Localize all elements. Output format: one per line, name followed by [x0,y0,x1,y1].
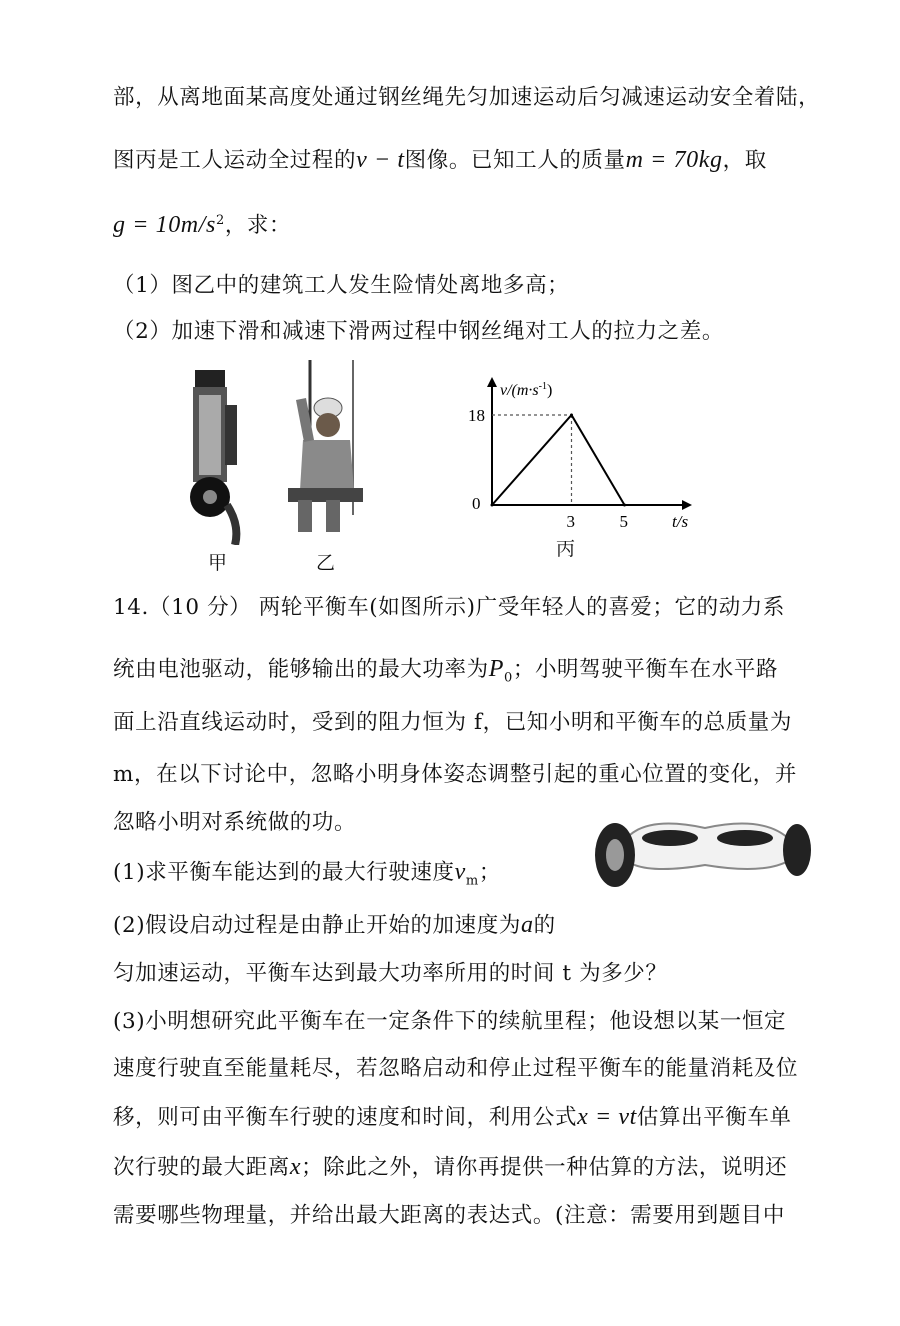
hoverboard-wheel-right [783,824,811,876]
q14-line-11 [113,1100,792,1131]
mass-value: m = 70kg [625,147,723,173]
hoverboard-hub-left [606,839,624,871]
velocity-series-line [492,415,625,505]
label-jia: 甲 [208,552,228,574]
device-label [199,395,221,475]
q13-part-1: （1）图乙中的建筑工人发生险情处离地多高； [113,273,570,298]
y-axis-label: $v/(m\cdot s^{-1})$ [500,381,553,399]
vm-subscript: m [465,873,479,889]
q14-line-8: 匀加速运动，平衡车达到最大功率所用的时间 t 为多少？ [113,961,668,986]
q14-line-2-b: ；小明驾驶平衡车在水平路 [512,657,779,682]
x-axis-label: t/s [672,512,689,531]
y-axis-arrow [487,377,497,387]
origin-label: 0 [472,494,481,513]
x-axis-arrow [682,500,692,510]
formula-x-vt: x = vt [577,1104,637,1130]
hoverboard-footpad-left [642,830,698,846]
device-rope [227,505,236,545]
label-yi: 乙 [316,552,336,574]
hoverboard-footpad-right [717,830,773,846]
q14-line-12 [113,1150,787,1181]
q14-line-9: (3)小明想研究此平衡车在一定条件下的续航里程；他设想以某一恒定 [113,1009,787,1034]
q14-part-2-a: (2)假设启动过程是由静止开始的加速度为 [113,913,521,938]
q13-line-3-c: ，求： [224,213,292,238]
q13-part-2: （2）加速下滑和减速下滑两过程中钢丝绳对工人的拉力之差。 [113,319,724,344]
vt-symbol: v − t [356,147,405,173]
q13-line-2-b: 图像。已知工人的质量 [404,148,626,173]
q14-line-2-a: 统由电池驱动，能够输出的最大功率为 [113,657,489,682]
q13-line-3 [113,208,291,239]
q14-line-12-b: ；除此之外，请你再提供一种估算的方法，说明还 [301,1155,788,1180]
data-point [570,414,573,417]
q14-line-13: 需要哪些物理量，并给出最大距离的表达式。(注意：需要用到题目中 [113,1203,785,1228]
worker-leg-right [326,500,340,532]
q14-part-1 [113,855,501,888]
data-point [623,504,626,507]
device-top-cap [195,370,225,388]
x-tick-label: 3 [566,512,575,531]
x-tick-label: 5 [619,512,628,531]
q14-line-10: 速度行驶直至能量耗尽，若忽略启动和停止过程平衡车的能量消耗及位 [113,1056,799,1081]
hoverboard-body [625,824,790,869]
gravity-exponent: 2 [215,212,225,228]
q13-line-2 [113,143,767,174]
descender-device-figure [185,365,250,545]
vm-symbol: v [454,859,466,885]
x-symbol: x [289,1154,302,1180]
q14-line-11-a: 移，则可由平衡车行驶的速度和时间，利用公式 [113,1105,578,1130]
q14-part-2 [113,908,556,939]
worker-seat [288,488,363,502]
q14-line-3: 面上沿直线运动时，受到的阻力恒为 f，已知小明和平衡车的总质量为 [113,710,792,735]
worker-figure [268,360,373,535]
worker-torso [300,440,354,490]
p0-symbol: P [488,656,504,682]
y-tick-label: 18 [468,406,485,425]
vt-chart [460,375,700,555]
label-bing: 丙 [556,538,576,560]
device-handle [225,405,237,465]
q14-part-1-b: ； [478,860,501,885]
gravity-value: g = 10m/s [113,212,216,238]
q14-line-5: 忽略小明对系统做的功。 [113,810,357,835]
q14-part-1-a: (1)求平衡车能达到的最大行驶速度 [113,860,455,885]
hoverboard-image [585,800,825,900]
worker-leg-left [298,500,312,532]
q13-line-2-c: ，取 [722,148,767,173]
q13-line-1: 部，从离地面某高度处通过钢丝绳先匀加速运动后匀减速运动安全着陆， [113,85,821,110]
q14-line-1: 14.（10 分） 两轮平衡车(如图所示)广受年轻人的喜爱；它的动力系 [113,595,785,620]
q14-line-2 [113,652,778,685]
q14-part-2-b: 的 [533,913,556,938]
data-point [491,504,494,507]
q13-line-2-a: 图丙是工人运动全过程的 [113,148,357,173]
p0-subscript: 0 [503,670,513,686]
q14-line-11-b: 估算出平衡车单 [636,1105,792,1130]
q14-line-4: m，在以下讨论中，忽略小明身体姿态调整引起的重心位置的变化，并 [113,762,797,787]
device-hub [203,490,217,504]
q14-line-12-a: 次行驶的最大距离 [113,1155,290,1180]
a-symbol: a [520,912,534,938]
worker-head [316,413,340,437]
